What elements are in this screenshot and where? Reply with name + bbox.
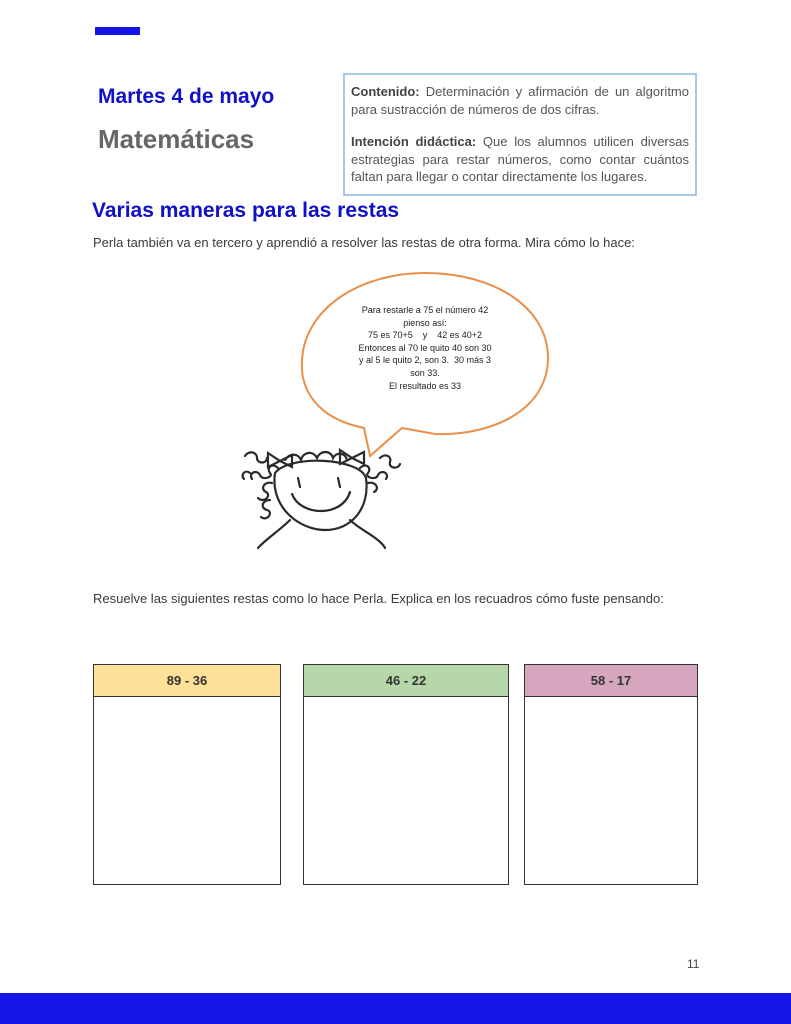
exercise-box-2 xyxy=(303,664,509,885)
contenido-paragraph xyxy=(351,83,689,118)
bubble-line: Para restarle a 75 el número 42 xyxy=(361,305,489,315)
answer-area[interactable] xyxy=(94,697,280,885)
contenido-label: Contenido: xyxy=(351,84,420,99)
content-info-box xyxy=(343,73,697,196)
bubble-line: pienso así: xyxy=(403,317,447,328)
exercise-box-1 xyxy=(93,664,281,885)
answer-area[interactable] xyxy=(525,697,697,885)
subject-title: Matemáticas xyxy=(98,124,255,154)
exercise-box-3 xyxy=(524,664,698,885)
intencion-text: Que los alumnos utilicen diversas estrategias para restar números, como contar cuántos faltan para llegar o contar directamente los lugares. xyxy=(351,134,689,184)
exercise-instruction: Resuelve las siguientes restas como lo hace Perla. Explica en los recuadros cómo fuste pensando: xyxy=(93,591,664,606)
contenido-text: Determinación y afirmación de un algoritmo para sustracción de números de dos cifras. xyxy=(351,84,689,117)
bubble-line: 75 es 70+5 y 42 es 40+2 xyxy=(367,330,483,341)
answer-area[interactable] xyxy=(304,697,508,885)
intencion-paragraph xyxy=(351,133,689,186)
bubble-line: y al 5 le quito 2, son 3. 30 más 3 xyxy=(358,355,492,366)
page-number: 11 xyxy=(687,957,700,971)
intencion-label: Intención didáctica: xyxy=(351,134,477,149)
bubble-line: El resultado es 33 xyxy=(388,380,462,391)
exercise-header: 46 - 22 xyxy=(304,665,508,697)
lesson-date: Martes 4 de mayo xyxy=(98,85,275,108)
speech-bubble-text xyxy=(345,304,505,392)
exercise-header: 89 - 36 xyxy=(94,665,280,697)
top-accent-bar xyxy=(95,27,140,35)
intro-text: Perla también va en tercero y aprendió a resolver las restas de otra forma. Mira cómo lo hace: xyxy=(93,235,635,250)
section-title: Varias maneras para las restas xyxy=(92,199,400,222)
bottom-accent-bar xyxy=(0,993,791,1024)
bubble-line: son 33. xyxy=(410,367,440,378)
bubble-line: Entonces al 70 le quito 40 son 30 xyxy=(358,342,492,353)
girl-drawing xyxy=(243,450,400,548)
exercise-header: 58 - 17 xyxy=(525,665,697,697)
